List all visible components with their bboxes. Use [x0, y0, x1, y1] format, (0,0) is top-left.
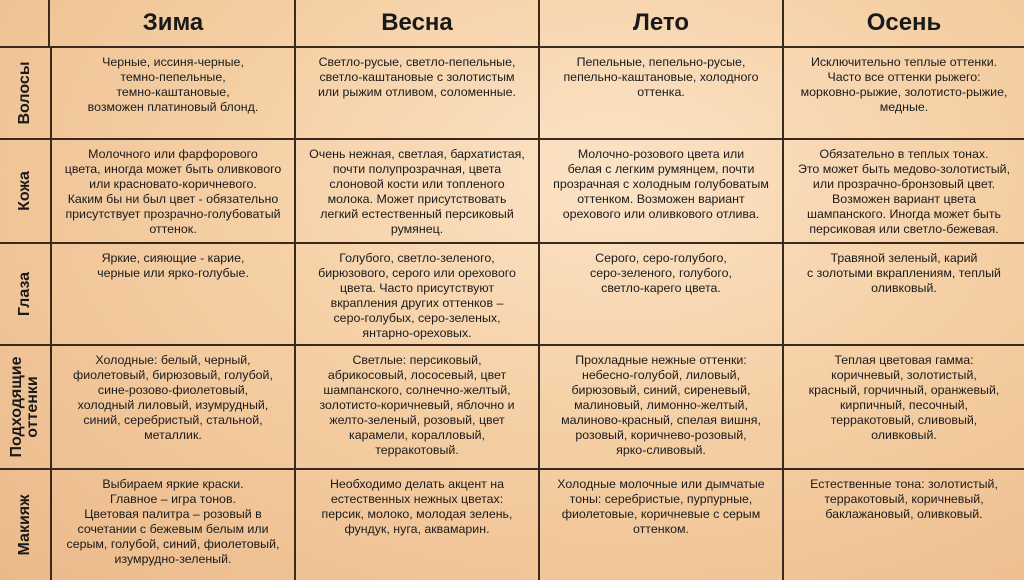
cell-text-line: румянец.	[390, 222, 444, 236]
cell-text-line: баклажановый, оливковый.	[825, 507, 983, 521]
cell-text-line: красный, горчичный, оранжевый,	[808, 383, 1000, 397]
cell-text-line: фиолетовые, коричневые с серым	[561, 507, 761, 521]
cell-skin-winter	[52, 140, 296, 242]
header-corner	[0, 0, 50, 46]
cell-text-line: абрикосовый, лососевый, цвет	[327, 368, 507, 382]
row-label-makeup: Макияж	[0, 470, 52, 580]
cell-text-line: Главное – игра тонов.	[110, 492, 236, 506]
header-row	[0, 0, 1024, 46]
cell-text-line: ярко-сливовый.	[616, 443, 706, 457]
cell-skin-spring	[296, 140, 540, 242]
cell-text-line: Молочно-розового цвета или	[577, 147, 745, 161]
cell-text-line: металлик.	[144, 428, 202, 442]
cell-shades-winter	[52, 346, 296, 468]
cell-text-line: золотисто-коричневый, яблочно и	[319, 398, 515, 412]
cell-text-line: изумрудно-зеленый.	[114, 552, 232, 566]
row-label-shades: Подходящие оттенки	[0, 346, 52, 468]
cell-text-line: присутствует прозрачно-голубоватый	[65, 207, 281, 221]
cell-text-line: Обязательно в теплых тонах.	[819, 147, 989, 161]
table-row-skin	[0, 140, 1024, 242]
cell-text-line: морковно-рыжие, золотисто-рыжие,	[800, 85, 1008, 99]
cell-text-line: оттенком. Возможен вариант	[577, 192, 745, 206]
cell-text-line: синий, серебристый, стальной,	[83, 413, 263, 427]
cell-text-line: серо-голубых, серо-зеленых,	[333, 311, 501, 325]
cell-text-line: Необходимо делать акцент на	[329, 477, 505, 491]
cell-text-line: желто-зеленый, розовый, цвет	[329, 413, 505, 427]
cell-text-line: Цветовая палитра – розовый в	[84, 507, 262, 521]
cell-text-line: шампанского, солнечно-желтый,	[323, 383, 511, 397]
cell-text-line: Это может быть медово-золотистый,	[797, 162, 1011, 176]
cell-text-line: Прохладные нежные оттенки:	[575, 353, 747, 367]
cell-text-line: серо-зеленого, голубого,	[590, 266, 732, 280]
row-label-hair: Волосы	[0, 48, 52, 138]
cell-text-line: легкий естественный персиковый	[320, 207, 514, 221]
cell-text-line: Часто все оттенки рыжего:	[827, 70, 981, 84]
cell-text-line: слоновой кости или топленого	[329, 177, 505, 191]
cell-text-line: кирпичный, песочный,	[840, 398, 968, 412]
cell-text-line: цвета. Часто присутствуют	[339, 281, 495, 295]
cell-makeup-autumn	[784, 470, 1024, 580]
cell-text-line: черные или ярко-голубые.	[97, 266, 249, 280]
cell-text-line: янтарно-ореховых.	[362, 326, 472, 340]
header-winter: Зима	[52, 0, 296, 46]
cell-text-line: коричневый, золотистый,	[831, 368, 977, 382]
cell-eyes-summer	[540, 244, 784, 344]
cell-shades-spring	[296, 346, 540, 468]
cell-text-line: сочетании с бежевым белым или	[77, 522, 269, 536]
cell-text-line: оттенок.	[149, 222, 197, 236]
cell-text-line: или рыжим отливом, соломенные.	[318, 85, 516, 99]
cell-text-line: орехового или оливкового отлива.	[562, 207, 760, 221]
cell-shades-autumn	[784, 346, 1024, 468]
cell-text-line: тоны: серебристые, пурпурные,	[569, 492, 753, 506]
cell-text-line: Теплая цветовая гамма:	[834, 353, 974, 367]
cell-hair-spring	[296, 48, 540, 138]
row-label-eyes: Глаза	[0, 244, 52, 344]
table-row-shades	[0, 346, 1024, 468]
cell-text-line: светло-карего цвета.	[601, 281, 721, 295]
cell-eyes-spring	[296, 244, 540, 344]
row-label-skin: Кожа	[0, 140, 52, 242]
cell-text-line: Холодные молочные или дымчатые	[557, 477, 765, 491]
cell-text-line: сине-розово-фиолетовый,	[97, 383, 249, 397]
cell-text-line: цвета, иногда может быть оливкового	[64, 162, 282, 176]
cell-makeup-winter	[52, 470, 296, 580]
cell-text-line: или прозрачно-бронзовый цвет.	[812, 177, 996, 191]
cell-text-line: светло-каштановые с золотистым	[319, 70, 515, 84]
cell-text-line: возможен платиновый блонд.	[87, 100, 259, 114]
cell-text-line: прозрачная с холодным голубоватым	[553, 177, 769, 191]
table-row-hair	[0, 48, 1024, 138]
cell-skin-summer	[540, 140, 784, 242]
cell-text-line: белая с легким румянцем, почти	[567, 162, 755, 176]
cell-shades-summer	[540, 346, 784, 468]
cell-text-line: молока. Может присутствовать	[327, 192, 507, 206]
cell-hair-summer	[540, 48, 784, 138]
cell-text-line: малиновый, лимонно-желтый,	[574, 398, 748, 412]
cell-text-line: терракотовый, коричневый,	[824, 492, 984, 506]
cell-text-line: персик, молоко, молодая зелень,	[321, 507, 513, 521]
cell-skin-autumn	[784, 140, 1024, 242]
table-row-eyes	[0, 244, 1024, 344]
cell-text-line: Светло-русые, светло-пепельные,	[318, 55, 516, 69]
cell-text-line: оливковый.	[871, 281, 937, 295]
cell-text-line: оттенка.	[637, 85, 685, 99]
cell-text-line: оливковый.	[871, 428, 937, 442]
cell-text-line: холодный лиловый, изумрудный,	[77, 398, 269, 412]
cell-text-line: Молочного или фарфорового	[88, 147, 258, 161]
cell-text-line: Исключительно теплые оттенки.	[810, 55, 998, 69]
cell-text-line: Черные, иссиня-черные,	[102, 55, 244, 69]
table-row-makeup	[0, 470, 1024, 580]
cell-text-line: терракотовый, сливовый,	[830, 413, 978, 427]
cell-text-line: медные.	[879, 100, 929, 114]
cell-hair-autumn	[784, 48, 1024, 138]
cell-text-line: Выбираем яркие краски.	[102, 477, 244, 491]
cell-text-line: оттенком.	[633, 522, 689, 536]
cell-text-line: Серого, серо-голубого,	[595, 251, 727, 265]
cell-text-line: пепельно-каштановые, холодного	[563, 70, 759, 84]
cell-text-line: бирюзовый, синий, сиреневый,	[571, 383, 751, 397]
cell-text-line: Яркие, сияющие - карие,	[101, 251, 245, 265]
cell-text-line: серым, голубой, синий, фиолетовый,	[66, 537, 280, 551]
cell-text-line: Светлые: персиковый,	[352, 353, 482, 367]
cell-makeup-spring	[296, 470, 540, 580]
cell-text-line: Естественные тона: золотистый,	[810, 477, 998, 491]
cell-text-line: Голубого, светло-зеленого,	[339, 251, 495, 265]
cell-makeup-summer	[540, 470, 784, 580]
cell-text-line: персиковая или светло-бежевая.	[809, 222, 999, 236]
cell-text-line: Пепельные, пепельно-русые,	[576, 55, 746, 69]
header-spring: Весна	[296, 0, 540, 46]
cell-text-line: естественных нежных цветах:	[330, 492, 504, 506]
cell-text-line: фундук, нуга, аквамарин.	[344, 522, 490, 536]
cell-text-line: розовый, коричнево-розовый,	[575, 428, 747, 442]
cell-text-line: Травяной зеленый, карий	[830, 251, 978, 265]
cell-text-line: с золотыми вкраплениям, теплый	[807, 266, 1001, 280]
cell-text-line: темно-каштановые,	[116, 85, 230, 99]
cell-text-line: почти полупрозрачная, цвета	[332, 162, 502, 176]
cell-text-line: малиново-красный, спелая вишня,	[561, 413, 761, 427]
cell-text-line: карамели, коралловый,	[349, 428, 485, 442]
cell-text-line: шампанского. Иногда может быть	[807, 207, 1001, 221]
header-autumn: Осень	[866, 9, 942, 36]
cell-eyes-autumn	[784, 244, 1024, 344]
header-summer: Лето	[540, 0, 784, 46]
cell-text-line: вкрапления других оттенков –	[330, 296, 504, 310]
cell-text-line: терракотовый.	[375, 443, 459, 457]
cell-text-line: Очень нежная, светлая, бархатистая,	[309, 147, 525, 161]
cell-text-line: Каким бы ни был цвет - обязательно	[67, 192, 279, 206]
cell-text-line: Возможен вариант цвета	[832, 192, 976, 206]
cell-text-line: небесно-голубой, лиловый,	[582, 368, 740, 382]
cell-text-line: бирюзового, серого или орехового	[318, 266, 516, 280]
cell-eyes-winter	[52, 244, 296, 344]
cell-text-line: фиолетовый, бирюзовый, голубой,	[73, 368, 273, 382]
cell-text-line: темно-пепельные,	[120, 70, 226, 84]
cell-text-line: Холодные: белый, черный,	[95, 353, 251, 367]
cell-hair-winter	[52, 48, 296, 138]
cell-text-line: или красновато-коричневого.	[89, 177, 257, 191]
